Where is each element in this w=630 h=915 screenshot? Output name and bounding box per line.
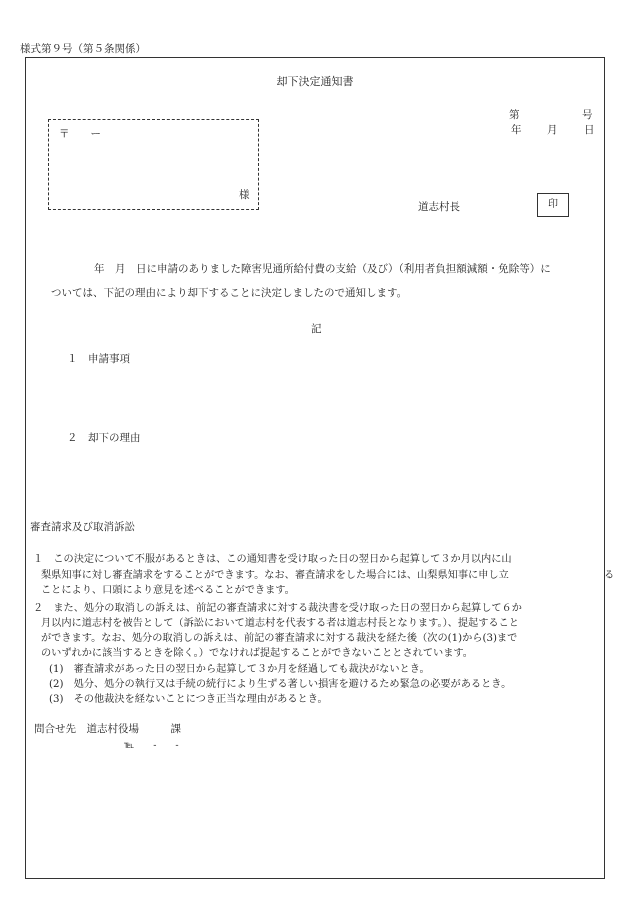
item-rejection-reason: ２ 却下の理由 [67,432,141,444]
document-title: 却下決定通知書 [276,75,354,88]
notice-1-line-2-tail: る [604,570,615,581]
date-month-label: 月 [547,124,558,136]
notice-sub-3: (3) その他裁決を経ないことにつき正当な理由があるとき。 [49,694,328,705]
body-text-line-1: 年 月 日に申請のありました障害児通所給付費の支給（及び）（利用者負担額減額・免除等）に [94,263,551,275]
notice-1-line-1: １ この決定について不服があるときは、この通知書を受け取った日の翌日から起算して３か月以内に山 [33,554,512,565]
notice-2-line-3: ができます。なお、処分の取消しの訴えは、前記の審査請求に対する裁決を経た後（次の(1)から(3)まで [41,633,518,644]
item-application: １ 申請事項 [67,353,130,365]
notice-2-line-4: のいずれかに該当するときを除く。）でなければ提起することができないこととされています。 [41,648,473,659]
form-number: 様式第９号（第５条関係） [20,43,146,55]
document-number-suffix: 号 [582,109,593,121]
inquiry-phone: ℡ - - [124,740,179,751]
notice-1-line-3: ことにより、口頭により意見を述べることができます。 [41,585,295,596]
inquiry-contact: 問合せ先 道志村役場 課 [34,723,181,735]
seal-box: 印 [537,193,569,217]
notice-sub-2: (2) 処分、処分の執行又は手続の続行により生ずる著しい損害を避けるため緊急の必要があるとき。 [49,679,512,690]
sender-mayor: 道志村長 [418,201,460,213]
notice-2-line-2: 月以内に道志村を被告として（訴訟において道志村を代表する者は道志村長となります。）、提起すること [41,618,519,629]
postal-code-label: 〒 ー [59,128,101,140]
notice-sub-1: (1) 審査請求があった日の翌日から起算して３か月を経過しても裁決がないとき。 [49,664,430,675]
date-year-label: 年 [511,124,522,136]
notice-2-line-1: ２ また、処分の取消しの訴えは、前記の審査請求に対する裁決書を受け取った日の翌日から起算して６か [33,603,522,614]
review-heading: 審査請求及び取消訴訟 [30,521,135,533]
date-day-label: 日 [584,124,595,136]
notice-1-line-2: 梨県知事に対し審査請求をすることができます。なお、審査請求をした場合には、山梨県知事に申し立 [41,570,509,581]
document-number-prefix: 第 [509,109,520,121]
recipient-honorific: 様 [239,189,250,201]
ki-heading: 記 [311,323,322,335]
body-text-line-2: ついては、下記の理由により却下することに決定しましたので通知します。 [51,287,408,299]
